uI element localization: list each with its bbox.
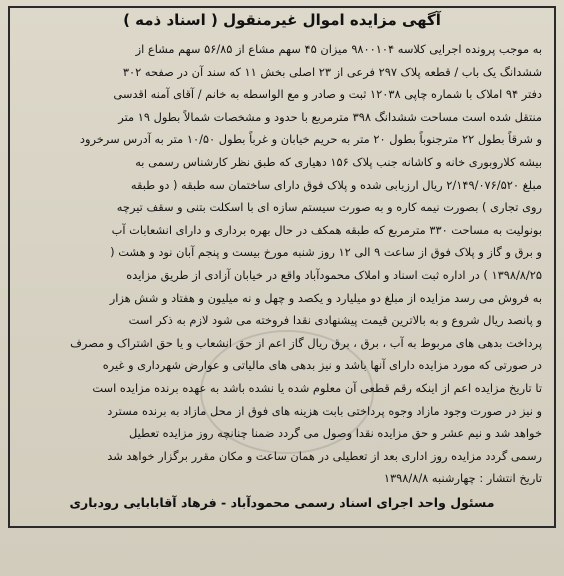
notice-line: خواهد شد و نیم عشر و حق مزایده نقدا وصول می گردد ضمنا چنانچه روز مزایده تعطیل	[128, 426, 542, 441]
notice-line: بیشه کلاروبوری خانه و کاشانه جنب پلاک ۱۵۶ دهیاری که طبق نظر کارشناس رسمی به	[135, 154, 542, 169]
notice-line: بونولیت به مساحت ۳۳۰ مترمربع که طبقه همکف در حال بهره برداری و دارای انشعابات آب	[111, 222, 542, 237]
notice-line: و نیز در صورت وجود مازاد وجوه پرداختی بابت هزینه های فوق از محل مازاد به برنده مسترد	[107, 403, 542, 418]
notice-line: منتقل شده است مساحت ششدانگ ۳۹۸ مترمربع با حدود و مشخصات شمالاً بطول ۱۹ متر	[118, 109, 542, 124]
notice-line: به موجب پرونده اجرایی کلاسه ۹۸۰۰۱۰۴ میزان ۴۵ سهم مشاع از ۵۶/۸۵ سهم مشاع از	[135, 42, 542, 56]
notice-line: در صورتی که مورد مزایده دارای آنها باشد و نیز بدهی های مالیاتی و عوارض شهرداری و غیره	[102, 358, 542, 373]
notice-line: و شرقاً بطول ۲۲ مترجنوباً بطول ۲۰ متر به حریم خیابان و غرباً بطول ۱۰/۵۰ متر به آدرس سرخرود	[79, 132, 542, 147]
notice-line: و پانصد ریال شروع و به بالاترین قیمت پیشنهادی نقدا فروخته می شود لازم به ذکر است	[128, 313, 542, 328]
notice-body	[22, 38, 542, 490]
notice-line: به فروش می رسد مزایده از مبلغ دو میلیارد و یکصد و چهل و نه میلیون و هفتاد و شش هزار	[109, 290, 542, 305]
notice-signature: مسئول واحد اجرای اسناد رسمی محمودآباد - فرهاد آقابابایی رودباری	[69, 495, 495, 510]
notice-line: و برق و گاز و پلاک فوق از ساعت ۹ الی ۱۲ روز شنبه مورخ بیست و پنجم آبان نود و هشت (	[110, 245, 542, 260]
notice-title: آگهی مزایده اموال غیرمنقول ( اسناد ذمه )	[123, 11, 441, 29]
notice-line: پرداخت بدهی های مربوط به آب ، برق ، برق ریال گاز اعم از حق انشعاب و یا حق اشتراک و مصرف	[70, 335, 542, 350]
notice-line: ۱۳۹۸/۸/۲۵ ) در اداره ثبت اسناد و املاک محمودآباد واقع در خیابان آزادی از طریق مزایده	[126, 267, 542, 282]
notice-line: مبلغ ۲/۱۴۹/۰۷۶/۵۲۰ ریال ارزیابی شده و پلاک فوق دارای ساختمان سه طبقه ( دو طبقه	[130, 177, 542, 192]
notice-line: دفتر ۹۴ املاک با شماره چاپی ۱۲۰۳۸ ثبت و صادر و مع الواسطه به خانم / آقای آمنه اقدسی	[113, 87, 542, 102]
notice-line: ششدانگ یک باب / قطعه پلاک ۲۹۷ فرعی از ۲۳ اصلی بخش ۱۱ که سند آن در صفحه ۳۰۲	[122, 64, 542, 79]
notice-line: روی تجاری ) بصورت نیمه کاره و به صورت سیستم سازه ای با اسکلت بتنی و سقف تیرچه	[116, 200, 542, 215]
notice-line: رسمی گردد مزایده روز اداری بعد از تعطیلی در همان ساعت و مکان مقرر برگزار خواهد شد	[107, 448, 542, 463]
publication-date: تاریخ انتشار : چهارشنبه ۱۳۹۸/۸/۸	[383, 471, 542, 486]
notice-line: تا تاریخ مزایده اعم از اینکه رقم قطعی آن معلوم شده یا نشده باشد به عهده برنده مزایده است	[92, 380, 542, 395]
